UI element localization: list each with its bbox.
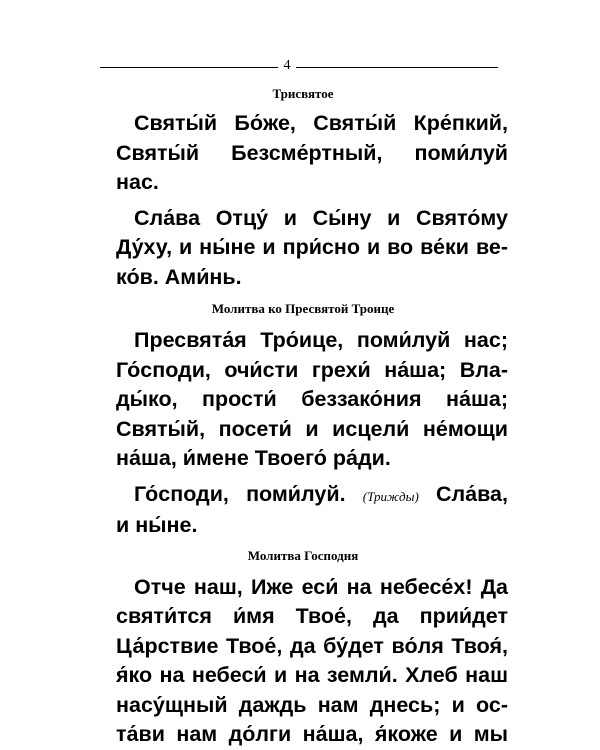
- section-title-trinity-prayer: Молитва ко Пресвятой Троице: [211, 301, 395, 316]
- prayer-paragraph: [98, 326, 508, 474]
- section-title-lords-prayer: Молитва Господня: [247, 547, 359, 563]
- rubric-note: (Трижды): [362, 488, 419, 504]
- text-line: на́ша, и́мене Твоего́ ра́ди.: [116, 446, 391, 470]
- text-line: Святы́й, посети́ и исцели́ не́мощи: [116, 416, 508, 441]
- page-number: 4: [283, 58, 291, 73]
- text-line: Пресвята́я Тро́ице, поми́луй нас;: [134, 328, 508, 352]
- book-page: [98, 55, 508, 750]
- header-rule-left: [100, 67, 278, 68]
- text-line: Го́споди, очи́сти грехи́ на́ша; Вла-: [116, 357, 508, 382]
- text-line: насу́щный даждь нам днесь; и ос-: [116, 692, 508, 717]
- text-line: [98, 480, 508, 512]
- closing-start: Го́споди, поми́луй.: [134, 481, 346, 506]
- text-line: та́ви нам до́лги на́ша, я́коже и мы: [116, 722, 508, 746]
- text-line: Сла́ва Отцу́ и Сы́ну и Свято́му: [134, 205, 508, 230]
- text-line: нас.: [116, 170, 159, 194]
- prayer-closing: [98, 480, 508, 541]
- text-line: Святы́й Безсме́ртный, поми́луй: [116, 140, 508, 165]
- page-header: [98, 55, 508, 79]
- text-line: ко́в. Ами́нь.: [116, 264, 242, 289]
- text-line: я́ко на небеси́ и на земли́. Хлеб наш: [116, 663, 508, 687]
- text-line: Ду́ху, и ны́не и при́сно и во ве́ки ве-: [116, 235, 508, 259]
- text-line: Святы́й Бо́же, Святы́й Кре́пкий,: [134, 111, 508, 135]
- prayer-paragraph: [98, 109, 508, 198]
- text-line: Отче наш, Иже еси́ на небесе́х! Да: [134, 574, 508, 599]
- text-line: святи́тся и́мя Твое́, да прии́дет: [116, 604, 508, 628]
- text-line: Ца́рствие Твое́, да бу́дет во́ля Твоя́,: [116, 633, 508, 658]
- section-title-trisagion: Трисвятое: [272, 86, 334, 101]
- closing-end: Сла́ва,: [435, 481, 508, 506]
- text-line: и ны́не.: [116, 513, 198, 537]
- prayer-paragraph: [98, 573, 508, 750]
- text-line: ды́ко, прости́ беззако́ния на́ша;: [116, 387, 508, 411]
- header-rule-right: [296, 67, 498, 68]
- prayer-paragraph: [98, 204, 508, 293]
